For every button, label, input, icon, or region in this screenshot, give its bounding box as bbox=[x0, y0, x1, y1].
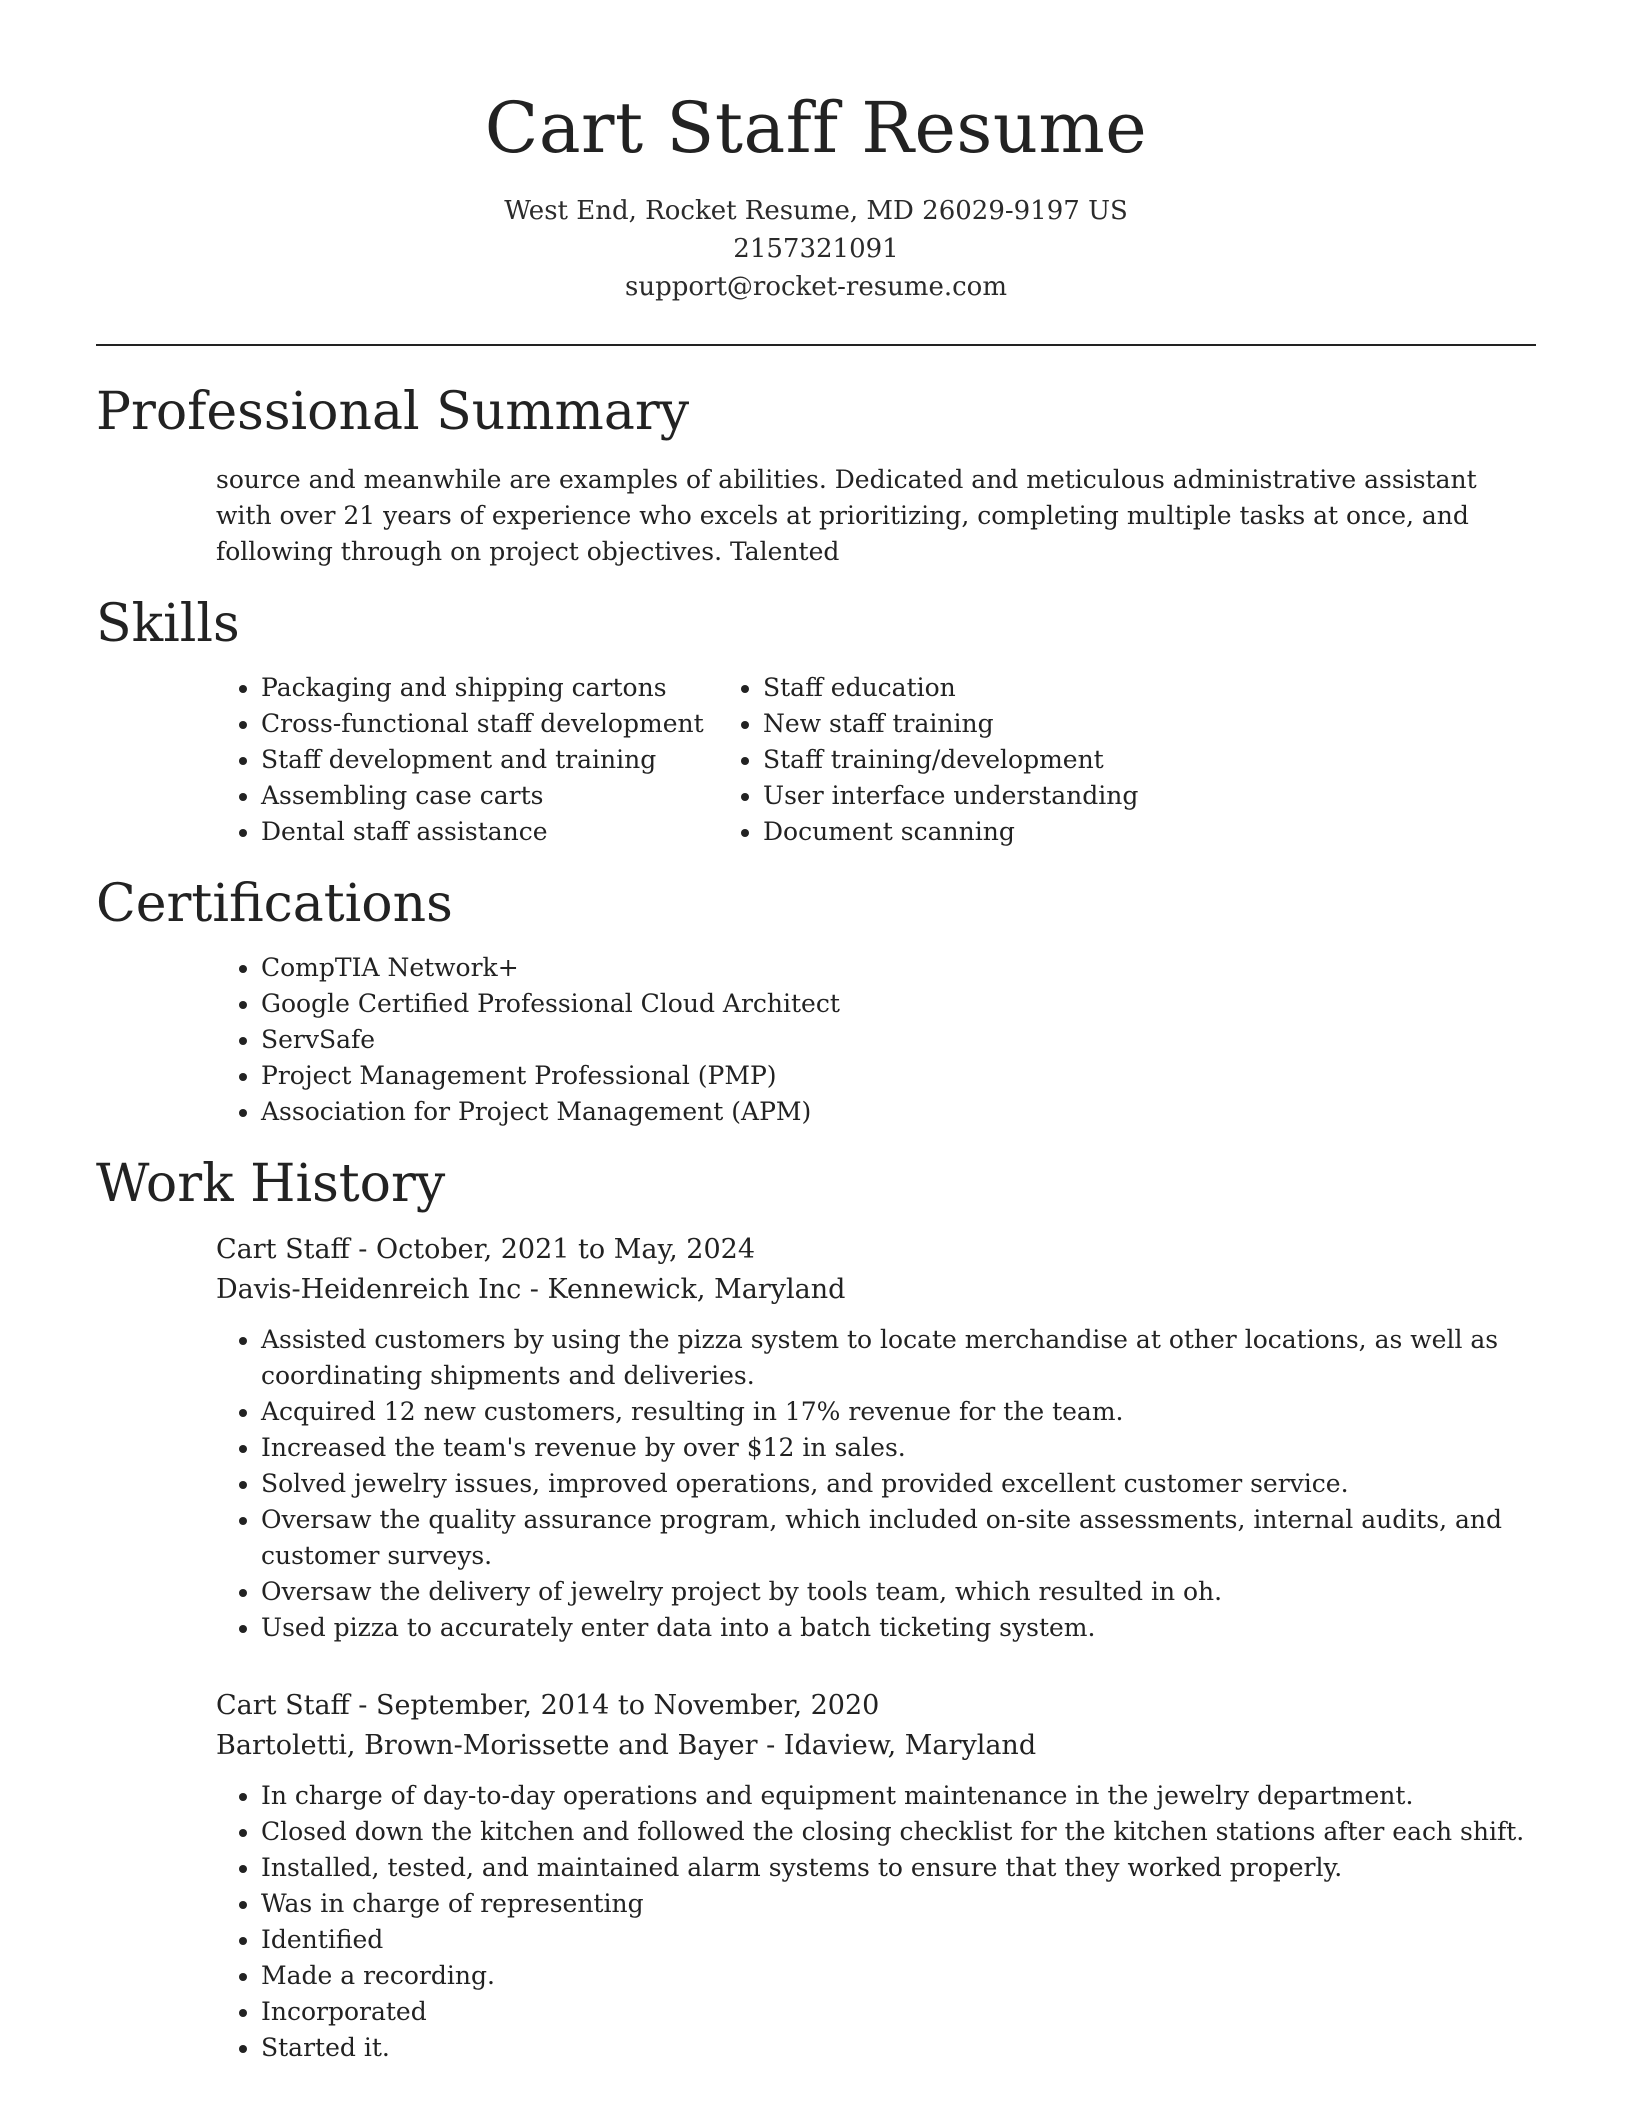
header-divider bbox=[96, 344, 1536, 346]
job-company-location: Bartoletti, Brown-Morissette and Bayer - Idaview, Maryland bbox=[216, 1730, 1037, 1761]
job-bullets bbox=[96, 1778, 1536, 2066]
work-history-heading: Work History bbox=[96, 1154, 446, 1214]
list-item: • Dental staff assistance bbox=[261, 814, 746, 850]
list-item: • Project Management Professional (PMP) bbox=[261, 1058, 1536, 1094]
skills-list-1 bbox=[96, 670, 746, 850]
list-item: • Staff development and training bbox=[261, 742, 746, 778]
summary-section bbox=[96, 380, 1536, 570]
list-item: • Increased the team's revenue by over $12 in sales. bbox=[261, 1430, 1536, 1466]
list-item: • Incorporated bbox=[261, 1994, 1536, 2030]
list-item: • Google Certified Professional Cloud Architect bbox=[261, 986, 1536, 1022]
list-item: • Oversaw the quality assurance program, which included on-site assessments, internal audits, and customer surveys. bbox=[261, 1502, 1536, 1574]
list-item: • Acquired 12 new customers, resulting in 17% revenue for the team. bbox=[261, 1394, 1536, 1430]
contact-info bbox=[96, 192, 1536, 306]
job-title-dates: Cart Staff - September, 2014 to November, 2020 bbox=[216, 1690, 880, 1721]
resume-title: Cart Staff Resume bbox=[484, 87, 1148, 169]
list-item: • In charge of day-to-day operations and equipment maintenance in the jewelry department. bbox=[261, 1778, 1536, 1814]
address-text: West End, Rocket Resume, MD 26029-9197 US bbox=[504, 196, 1128, 226]
list-item: • Staff training/development bbox=[763, 742, 1536, 778]
certifications-list bbox=[96, 950, 1536, 1130]
list-item: • Started it. bbox=[261, 2030, 1536, 2066]
list-item: • Staff education bbox=[763, 670, 1536, 706]
list-item: • Assembling case carts bbox=[261, 778, 746, 814]
list-item: • Identified bbox=[261, 1922, 1536, 1958]
list-item: • Closed down the kitchen and followed the closing checklist for the kitchen stations after each shift. bbox=[261, 1814, 1536, 1850]
job-company-location: Davis-Heidenreich Inc - Kennewick, Maryland bbox=[216, 1274, 846, 1305]
resume-header bbox=[96, 0, 1536, 306]
list-item: • Oversaw the delivery of jewelry project by tools team, which resulted in oh. bbox=[261, 1574, 1536, 1610]
list-item: • Document scanning bbox=[763, 814, 1536, 850]
list-item: • Installed, tested, and maintained alarm systems to ensure that they worked properly. bbox=[261, 1850, 1536, 1886]
list-item: • Packaging and shipping cartons bbox=[261, 670, 746, 706]
jobs-container bbox=[96, 1230, 1536, 2066]
skills-column-2 bbox=[746, 670, 1536, 850]
list-item: • User interface understanding bbox=[763, 778, 1536, 814]
list-item: • Solved jewelry issues, improved operations, and provided excellent customer service. bbox=[261, 1466, 1536, 1502]
skills-list-2 bbox=[746, 670, 1536, 850]
certifications-section bbox=[96, 872, 1536, 1130]
email-text: support@rocket-resume.com bbox=[624, 272, 1007, 302]
summary-heading: Professional Summary bbox=[96, 382, 690, 442]
certifications-heading: Certifications bbox=[96, 874, 453, 934]
job-entry bbox=[96, 1230, 1536, 1646]
list-item: • Association for Project Management (APM) bbox=[261, 1094, 1536, 1130]
summary-text: source and meanwhile are examples of abilities. Dedicated and meticulous administrative assistant with over 21 years of experience who excels at prioritizing, completing multiple tasks at once, and following through on project objectives. Talented bbox=[216, 465, 1477, 566]
list-item: • Used pizza to accurately enter data into a batch ticketing system. bbox=[261, 1610, 1536, 1646]
skills-section bbox=[96, 592, 1536, 850]
list-item: • Assisted customers by using the pizza system to locate merchandise at other locations, as well as coordinating shipments and deliveries. bbox=[261, 1322, 1536, 1394]
job-bullets bbox=[96, 1322, 1536, 1646]
skills-grid bbox=[96, 670, 1536, 850]
list-item: • CompTIA Network+ bbox=[261, 950, 1536, 986]
skills-column-1 bbox=[96, 670, 746, 850]
list-item: • ServSafe bbox=[261, 1022, 1536, 1058]
list-item: • New staff training bbox=[763, 706, 1536, 742]
job-entry bbox=[96, 1686, 1536, 2066]
list-item: • Made a recording. bbox=[261, 1958, 1536, 1994]
list-item: • Was in charge of representing bbox=[261, 1886, 1536, 1922]
skills-heading: Skills bbox=[96, 594, 240, 654]
job-title-dates: Cart Staff - October, 2021 to May, 2024 bbox=[216, 1234, 756, 1265]
phone-text: 2157321091 bbox=[733, 234, 899, 264]
work-history-section bbox=[96, 1152, 1536, 2066]
list-item: • Cross-functional staff development bbox=[261, 706, 746, 742]
